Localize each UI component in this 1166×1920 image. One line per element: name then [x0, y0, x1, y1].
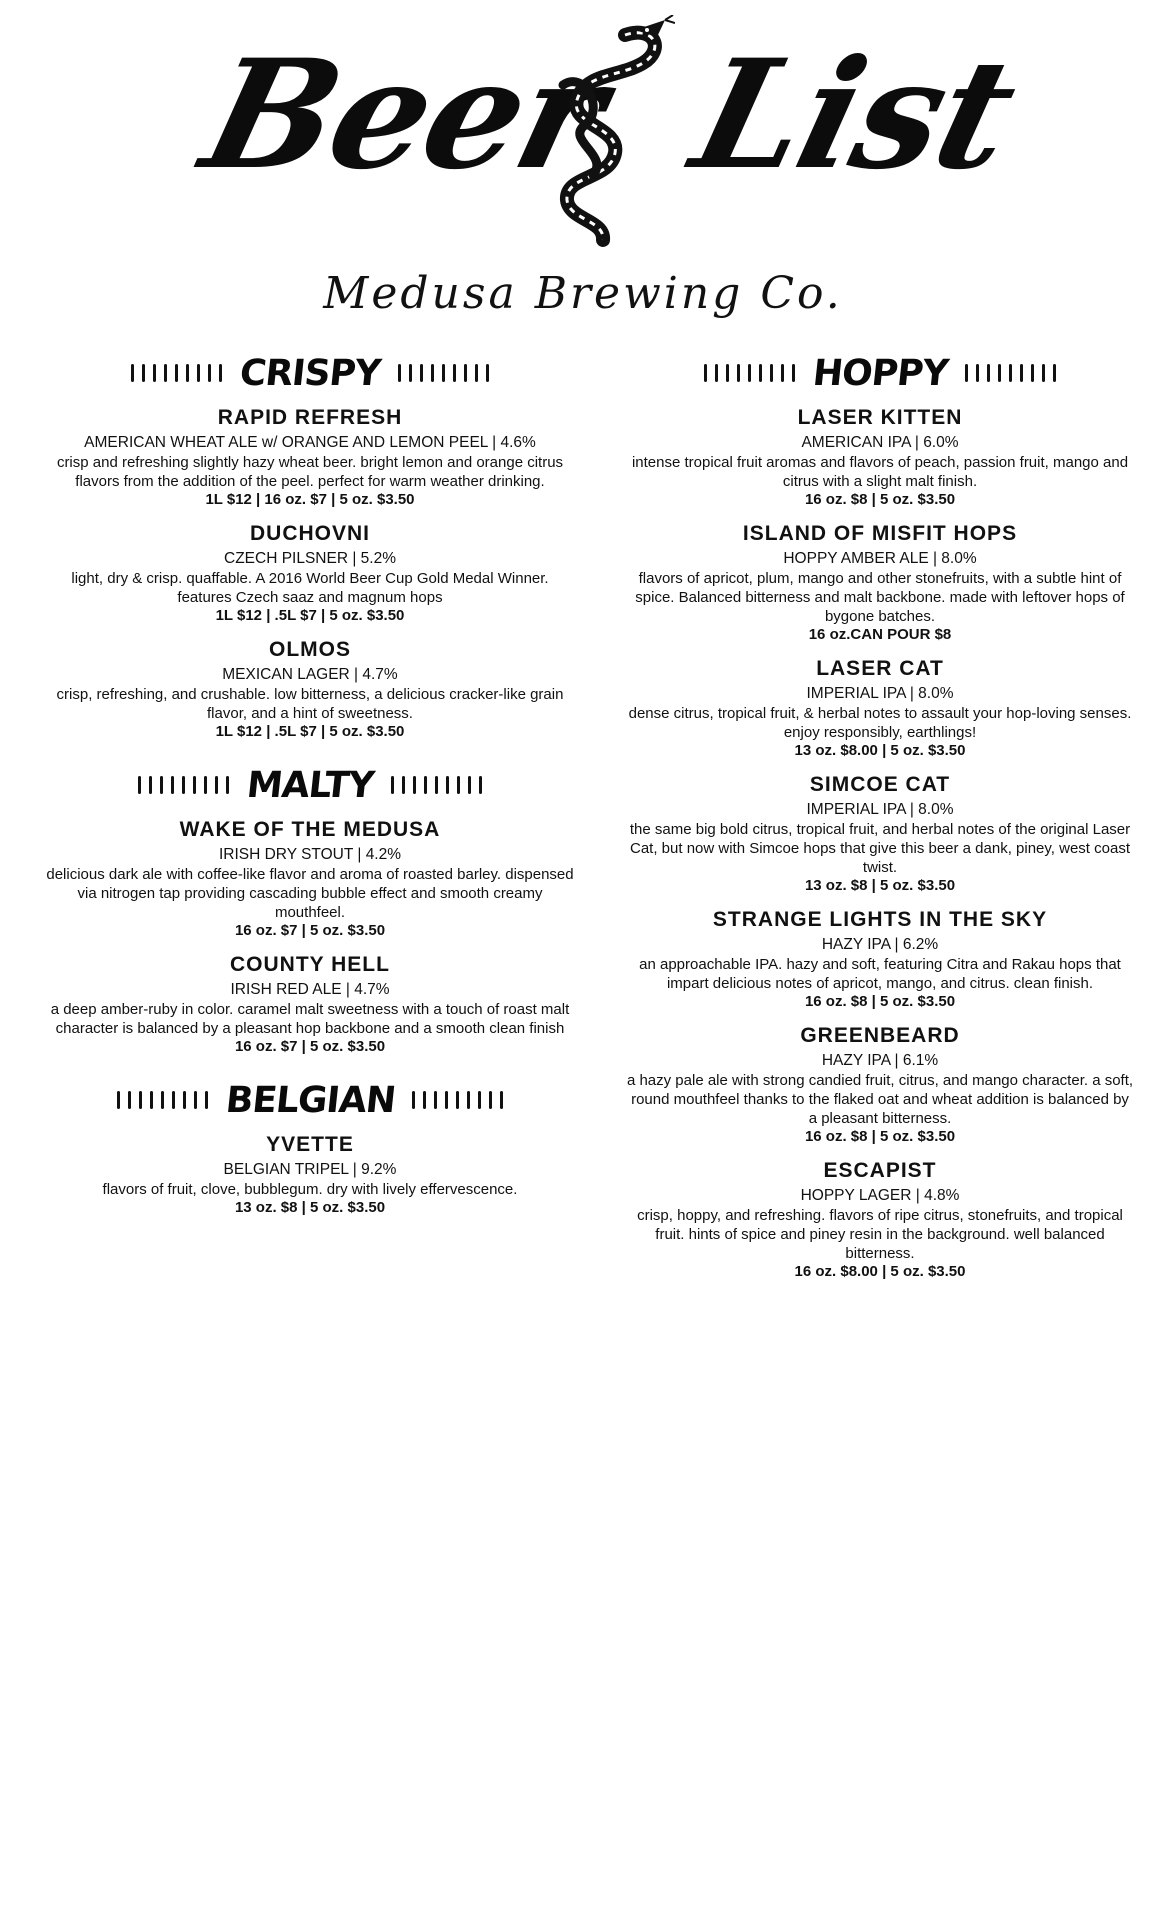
beer-item: [620, 1159, 1140, 1280]
beer-desc: flavors of fruit, clove, bubblegum. dry with lively effervescence.: [102, 1181, 518, 1198]
beer-price: 13 oz. $8.00 | 5 oz. $3.50: [794, 742, 966, 759]
beer-style: IRISH RED ALE | 4.7%: [230, 981, 390, 998]
beer-name: DUCHOVNI: [249, 522, 370, 545]
beer-item: [620, 522, 1140, 643]
beer-style: CZECH PILSNER | 5.2%: [224, 550, 396, 567]
beer-name: LASER CAT: [816, 657, 944, 680]
beer-price: 16 oz. $8.00 | 5 oz. $3.50: [794, 1263, 966, 1280]
tick-marks: [391, 776, 482, 794]
tick-marks: [117, 1091, 208, 1109]
section-title: MALTY: [244, 764, 376, 806]
beer-price: 1L $12 | .5L $7 | 5 oz. $3.50: [215, 723, 405, 740]
beer-style: AMERICAN WHEAT ALE w/ ORANGE AND LEMON PEEL | 4.6%: [84, 434, 536, 451]
beer-name: WAKE OF THE MEDUSA: [179, 818, 441, 841]
beer-desc: crisp and refreshing slightly hazy wheat beer. bright lemon and orange citrus flavors from the addition of the peel. perfect for warm weather drinking.: [56, 454, 564, 490]
beer-name: STRANGE LIGHTS IN THE SKY: [712, 908, 1048, 931]
beer-style: HOPPY LAGER | 4.8%: [800, 1187, 960, 1204]
beer-name: LASER KITTEN: [797, 406, 963, 429]
beer-style: AMERICAN IPA | 6.0%: [801, 434, 959, 451]
beer-item: [40, 638, 580, 740]
tick-marks: [412, 1091, 503, 1109]
beer-price: 16 oz. $8 | 5 oz. $3.50: [804, 491, 956, 508]
beer-desc: the same big bold citrus, tropical fruit, and herbal notes of the original Laser Cat, but now with Simcoe hops that give this beer a dank, piney, west coast twist.: [629, 821, 1131, 876]
beer-desc: intense tropical fruit aromas and flavors of peach, passion fruit, mango and citrus with a slight malt finish.: [631, 454, 1129, 490]
beer-item: [620, 1024, 1140, 1145]
snake-logo-icon: [515, 15, 675, 255]
beer-desc: a hazy pale ale with strong candied fruit, citrus, and mango character. a soft, round mouthfeel thanks to the flaked oat and wheat addition is balanced by a pleasant bitterness.: [626, 1072, 1134, 1127]
section-title: BELGIAN: [223, 1079, 397, 1121]
beer-price: 1L $12 | 16 oz. $7 | 5 oz. $3.50: [205, 491, 415, 508]
beer-desc: light, dry & crisp. quaffable. A 2016 World Beer Cup Gold Medal Winner. features Czech saaz and magnum hops: [71, 570, 549, 606]
beer-style: BELGIAN TRIPEL | 9.2%: [223, 1161, 397, 1178]
title-list: List: [678, 27, 1031, 203]
tick-marks: [131, 364, 222, 382]
tick-marks: [965, 364, 1056, 382]
beer-item: [40, 818, 580, 939]
beer-price: 13 oz. $8 | 5 oz. $3.50: [234, 1199, 386, 1216]
section-header: [620, 350, 1140, 396]
tick-marks: [704, 364, 795, 382]
beer-name: ESCAPIST: [823, 1159, 937, 1182]
tick-marks: [138, 776, 229, 794]
beer-name: RAPID REFRESH: [217, 406, 403, 429]
beer-price: 13 oz. $8 | 5 oz. $3.50: [804, 877, 956, 894]
section-header: [40, 350, 580, 396]
beer-desc: flavors of apricot, plum, mango and other stonefruits, with a subtle hint of spice. Balanced bitterness and malt backbone. made with leftover hops of bygone batches.: [635, 570, 1125, 625]
beer-desc: crisp, refreshing, and crushable. low bitterness, a delicious cracker-like grain flavor, and a hint of sweetness.: [56, 686, 564, 722]
beer-item: [40, 1133, 580, 1216]
beer-name: GREENBEARD: [800, 1024, 960, 1047]
left-column: [40, 350, 580, 1230]
beer-name: OLMOS: [269, 638, 351, 661]
beer-name: YVETTE: [266, 1133, 354, 1156]
beer-desc: dense citrus, tropical fruit, & herbal notes to assault your hop-loving senses. enjoy responsibly, earthlings!: [628, 705, 1132, 741]
beer-item: [620, 773, 1140, 894]
beer-price: 16 oz. $7 | 5 oz. $3.50: [234, 922, 386, 939]
beer-style: MEXICAN LAGER | 4.7%: [222, 666, 398, 683]
section-title: CRISPY: [237, 352, 383, 394]
beer-price: 16 oz. $8 | 5 oz. $3.50: [804, 1128, 956, 1145]
beer-name: SIMCOE CAT: [809, 773, 951, 796]
beer-price: 1L $12 | .5L $7 | 5 oz. $3.50: [215, 607, 405, 624]
brewery-name: Medusa Brewing Co.: [323, 268, 843, 319]
beer-item: [620, 657, 1140, 759]
title-beer: Beer: [188, 27, 621, 203]
beer-price: 16 oz. $7 | 5 oz. $3.50: [234, 1038, 386, 1055]
right-column: [620, 350, 1140, 1294]
header: [0, 0, 1166, 330]
beer-item: [620, 406, 1140, 508]
beer-item: [40, 953, 580, 1055]
beer-style: HOPPY AMBER ALE | 8.0%: [783, 550, 977, 567]
beer-price: 16 oz.CAN POUR $8: [808, 626, 952, 643]
beer-style: IMPERIAL IPA | 8.0%: [806, 801, 954, 818]
section-title: HOPPY: [810, 352, 950, 394]
section-header: [40, 1077, 580, 1123]
beer-style: IMPERIAL IPA | 8.0%: [806, 685, 954, 702]
beer-desc: delicious dark ale with coffee-like flavor and aroma of roasted barley. dispensed via nitrogen tap providing cascading bubble effect and smooth creamy mouthfeel.: [46, 866, 574, 921]
beer-desc: crisp, hoppy, and refreshing. flavors of ripe citrus, stonefruits, and tropical fruit. hints of spice and piney resin in the background. well balanced bitterness.: [637, 1207, 1123, 1262]
beer-name: ISLAND OF MISFIT HOPS: [742, 522, 1018, 545]
beer-item: [40, 406, 580, 508]
beer-item: [620, 908, 1140, 1010]
beer-name: COUNTY HELL: [230, 953, 390, 976]
beer-style: HAZY IPA | 6.1%: [821, 1052, 939, 1069]
beer-style: HAZY IPA | 6.2%: [821, 936, 939, 953]
beer-price: 16 oz. $8 | 5 oz. $3.50: [804, 993, 956, 1010]
beer-style: IRISH DRY STOUT | 4.2%: [218, 846, 402, 863]
beer-desc: a deep amber-ruby in color. caramel malt sweetness with a touch of roast malt character is balanced by a pleasant hop backbone and a smooth clean finish: [50, 1001, 570, 1037]
beer-item: [40, 522, 580, 624]
tick-marks: [398, 364, 489, 382]
beer-desc: an approachable IPA. hazy and soft, featuring Citra and Rakau hops that impart delicious notes of apricot, mango, and citrus. clean finish.: [639, 956, 1121, 992]
section-header: [40, 762, 580, 808]
